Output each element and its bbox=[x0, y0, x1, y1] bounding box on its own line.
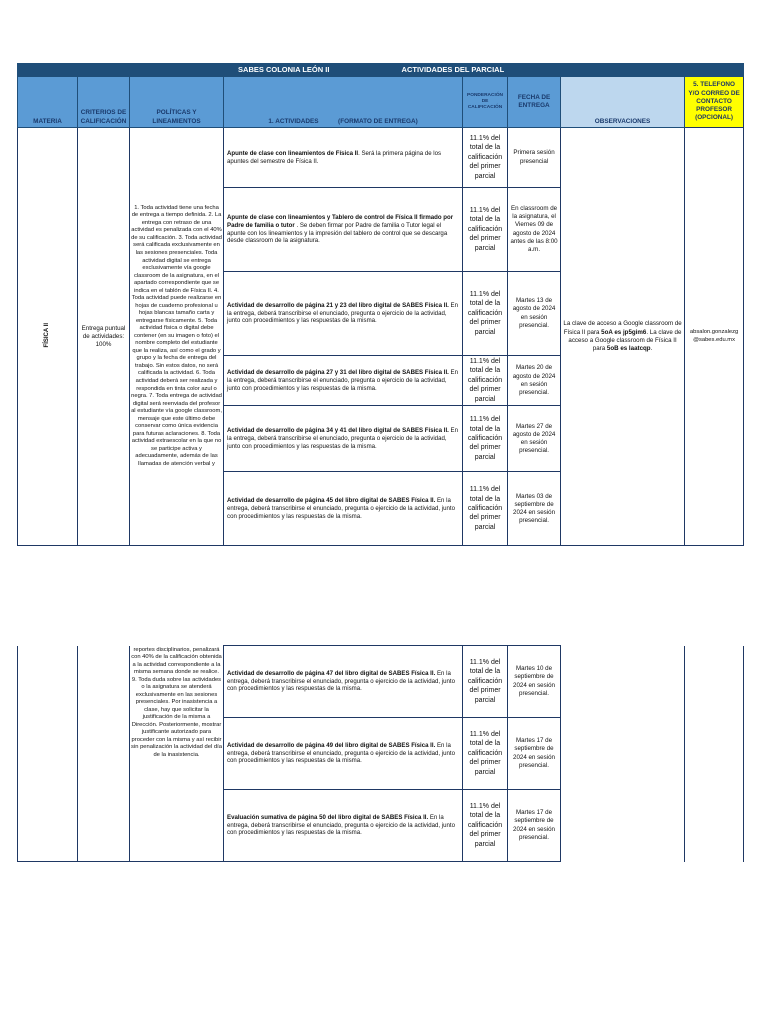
activity-instructions: En la entrega, deberá transcribirse el enunciado, pregunta o ejercicio de la actividad, junto con procedimientos y las respuestas de la misma. bbox=[227, 368, 458, 392]
contact-email: absalon.gonzalezg@sabes.edu.mx bbox=[685, 128, 744, 546]
campus-title: SABES COLONIA LEÓN II bbox=[238, 65, 330, 75]
fecha-entrega: Martes 27 de agosto de 2024 en sesión presencial. bbox=[508, 406, 561, 472]
col-header-actividades: 1. ACTIVIDADES (FORMATO DE ENTREGA) bbox=[224, 77, 463, 128]
class-code-5oB: 5oB es laatcqp bbox=[606, 344, 651, 352]
table-row bbox=[18, 646, 744, 718]
col-header-politicas: POLÍTICAS Y LINEAMIENTOS bbox=[130, 77, 224, 128]
activity-title: Actividad de desarrollo de página 21 y 23 del libro digital de SABES Física II. bbox=[227, 301, 449, 309]
activity-instructions: . Será la primera página de los apuntes del semestre de Física II. bbox=[227, 149, 442, 165]
activities-table-continued bbox=[17, 645, 744, 862]
fecha-entrega: Martes 20 de agosto de 2024 en sesión presencial. bbox=[508, 356, 561, 406]
obs-text-2: . La clave de acceso a Google classroom de Física II para bbox=[568, 328, 682, 352]
observaciones-cell-continued bbox=[561, 646, 685, 862]
ponderacion-value: 11.1% del total de la calificación del primer parcial bbox=[463, 272, 508, 356]
activity-instructions: En la entrega, deberá transcribirse el enunciado, pregunta o ejercicio de la actividad, junto con procedimientos y las respuestas de la misma. bbox=[227, 669, 455, 693]
activity-description bbox=[224, 406, 463, 472]
criterio-cell: Entrega puntual de actividades: 100% bbox=[78, 128, 130, 546]
ponderacion-value: 11.1% del total de la calificación del primer parcial bbox=[463, 188, 508, 272]
activity-description bbox=[224, 128, 463, 188]
activity-description bbox=[224, 188, 463, 272]
politicas-cell: 1. Toda actividad tiene una fecha de entrega a tiempo definida. 2. La entrega con retraso de una actividad es penalizada con el 40% de su calificación. 3. Toda actividad será calificada exclusivamente en las sesiones presenciales. Toda actividad digital se entrega exclusivamente vía google classroom de la asignatura, en el apartado correspondiente que se indica en el tablón de Física II. 4. Toda actividad puede realizarse en hojas de cuaderno profesional u hojas blancas tamaño carta y entregarse físicamente. 5. Toda actividad física o digital debe contener (en su imagen o foto) el nombre completo del estudiante que la realiza, así como el grado y grupo y la fecha de entrega del trabajo. Sin estos datos, no será calificada la actividad. 6. Toda actividad deberá ser realizada y respondida en tinta color azul o negra. 7. Toda entrega de actividad digital será reenviada del profesor al estudiante vía google classroom, mensaje que este último debe conservar como única evidencia para futuras aclaraciones. 8. Toda actividad extraescolar en la que no se participe activa y adecuadamente, además de las llamadas de atención verbal y bbox=[130, 128, 224, 546]
activity-title: Apunte de clase con lineamientos de Física II bbox=[227, 149, 359, 157]
ponderacion-value: 11.1% del total de la calificación del primer parcial bbox=[463, 406, 508, 472]
activity-instructions: . Se deben firmar por Padre de familia o Tutor legal el apunte con los lineamientos y la impresión del tablero de control que se descarga desde classroom de la asignatura. bbox=[227, 221, 448, 245]
activity-instructions: En la entrega, deberá transcribirse el enunciado, pregunta o ejercicio de la actividad, junto con procedimientos y las respuestas de la misma. bbox=[227, 813, 455, 837]
col-header-criterios: CRITERIOS DE CALIFICACIÓN bbox=[78, 77, 130, 128]
obs-text-3: . bbox=[650, 344, 653, 352]
materia-cell bbox=[18, 128, 78, 546]
sheet-title: ACTIVIDADES DEL PARCIAL bbox=[401, 65, 505, 75]
materia-label: FÍSICA II bbox=[43, 322, 50, 348]
activity-instructions: En la entrega, deberá transcribirse el enunciado, pregunta o ejercicio de la actividad, junto con procedimientos y las respuestas de la misma. bbox=[227, 741, 455, 765]
fecha-entrega: Martes 10 de septiembre de 2024 en sesión presencial. bbox=[508, 646, 561, 718]
activity-description bbox=[224, 718, 463, 790]
activity-description bbox=[224, 272, 463, 356]
activity-title: Evaluación sumativa de página 50 del libro digital de SABES Física II. bbox=[227, 813, 429, 821]
activity-title: Actividad de desarrollo de página 34 y 41 del libro digital de SABES Física II. bbox=[227, 426, 449, 434]
ponderacion-value: 11.1% del total de la calificación del primer parcial bbox=[463, 356, 508, 406]
col-header-ponderacion: PONDERACIÓN DE CALIFICACIÓN bbox=[463, 77, 508, 128]
activities-table bbox=[17, 63, 744, 546]
activity-title: Actividad de desarrollo de página 45 del libro digital de SABES Física II. bbox=[227, 496, 436, 504]
observaciones-cell bbox=[561, 128, 685, 546]
obs-text-1: La clave de acceso a Google classroom de Física II para bbox=[563, 320, 682, 336]
activity-title: Actividad de desarrollo de página 47 del libro digital de SABES Física II. bbox=[227, 669, 436, 677]
activity-title: Apunte de clase con lineamientos y Tablero de control de Física II firmado por Padre de familia o tutor bbox=[227, 213, 454, 229]
ponderacion-value: 11.1% del total de la calificación del primer parcial bbox=[463, 128, 508, 188]
fecha-entrega: Martes 03 de septiembre de 2024 en sesión presencial. bbox=[508, 472, 561, 546]
ponderacion-value: 11.1% del total de la calificación del primer parcial bbox=[463, 646, 508, 718]
materia-cell-continued bbox=[18, 646, 78, 862]
fecha-entrega: Martes 17 de septiembre de 2024 en sesión presencial. bbox=[508, 718, 561, 790]
col-header-materia: MATERIA bbox=[18, 77, 78, 128]
col-header-fecha: FECHA DE ENTREGA bbox=[508, 77, 561, 128]
col-header-contacto: 5. TELEFONO Y/O CORREO DE CONTACTO PROFESOR (OPCIONAL) bbox=[685, 77, 744, 128]
fecha-entrega: Martes 13 de agosto de 2024 en sesión presencial. bbox=[508, 272, 561, 356]
class-code-5oA: 5oA es jp5gim6 bbox=[601, 328, 647, 336]
contacto-cell-continued bbox=[685, 646, 744, 862]
criterio-cell-continued bbox=[78, 646, 130, 862]
col-header-observaciones: OBSERVACIONES bbox=[561, 77, 685, 128]
activity-title: Actividad de desarrollo de página 49 del libro digital de SABES Física II. bbox=[227, 741, 436, 749]
activity-instructions: En la entrega, deberá transcribirse el enunciado, pregunta o ejercicio de la actividad, junto con procedimientos y las respuestas de la misma. bbox=[227, 301, 458, 325]
fecha-entrega: En classroom de la asignatura, el Viernes 09 de agosto de 2024 antes de las 8:00 a.m. bbox=[508, 188, 561, 272]
activity-description bbox=[224, 646, 463, 718]
ponderacion-value: 11.1% del total de la calificación del primer parcial bbox=[463, 472, 508, 546]
ponderacion-value: 11.1% del total de la calificación del primer parcial bbox=[463, 790, 508, 862]
schedule-sheet-page-2 bbox=[17, 645, 743, 862]
header-row bbox=[18, 77, 744, 128]
activity-instructions: En la entrega, deberá transcribirse el enunciado, pregunta o ejercicio de la actividad, junto con procedimientos y las respuestas de la misma. bbox=[227, 426, 458, 450]
activity-description bbox=[224, 472, 463, 546]
schedule-sheet-page-1 bbox=[17, 63, 743, 546]
activity-description bbox=[224, 790, 463, 862]
table-row bbox=[18, 128, 744, 188]
sheet-title-row bbox=[18, 64, 744, 77]
activity-description bbox=[224, 356, 463, 406]
ponderacion-value: 11.1% del total de la calificación del primer parcial bbox=[463, 718, 508, 790]
politicas-cell-continued: reportes disciplinarios, penalizará con 40% de la calificación obtenida a la actividad correspondiente a la misma semana donde se realice. 9. Toda duda sobre las actividades o la asignatura se atenderá exclusivamente en las sesiones presenciales. Por inasistencia a clase, hay que solicitar la justificación de la misma a Dirección. Posteriormente, mostrar justificante autorizado para proceder con la misma y así recibir sin penalización la actividad del día de la inasistencia. bbox=[130, 646, 224, 862]
fecha-entrega: Martes 17 de septiembre de 2024 en sesión presencial. bbox=[508, 790, 561, 862]
fecha-entrega: Primera sesión presencial bbox=[508, 128, 561, 188]
activity-instructions: En la entrega, deberá transcribirse el enunciado, pregunta o ejercicio de la actividad, junto con procedimientos y las respuestas de la misma. bbox=[227, 496, 456, 520]
activity-title: Actividad de desarrollo de página 27 y 31 del libro digital de SABES Física II. bbox=[227, 368, 449, 376]
